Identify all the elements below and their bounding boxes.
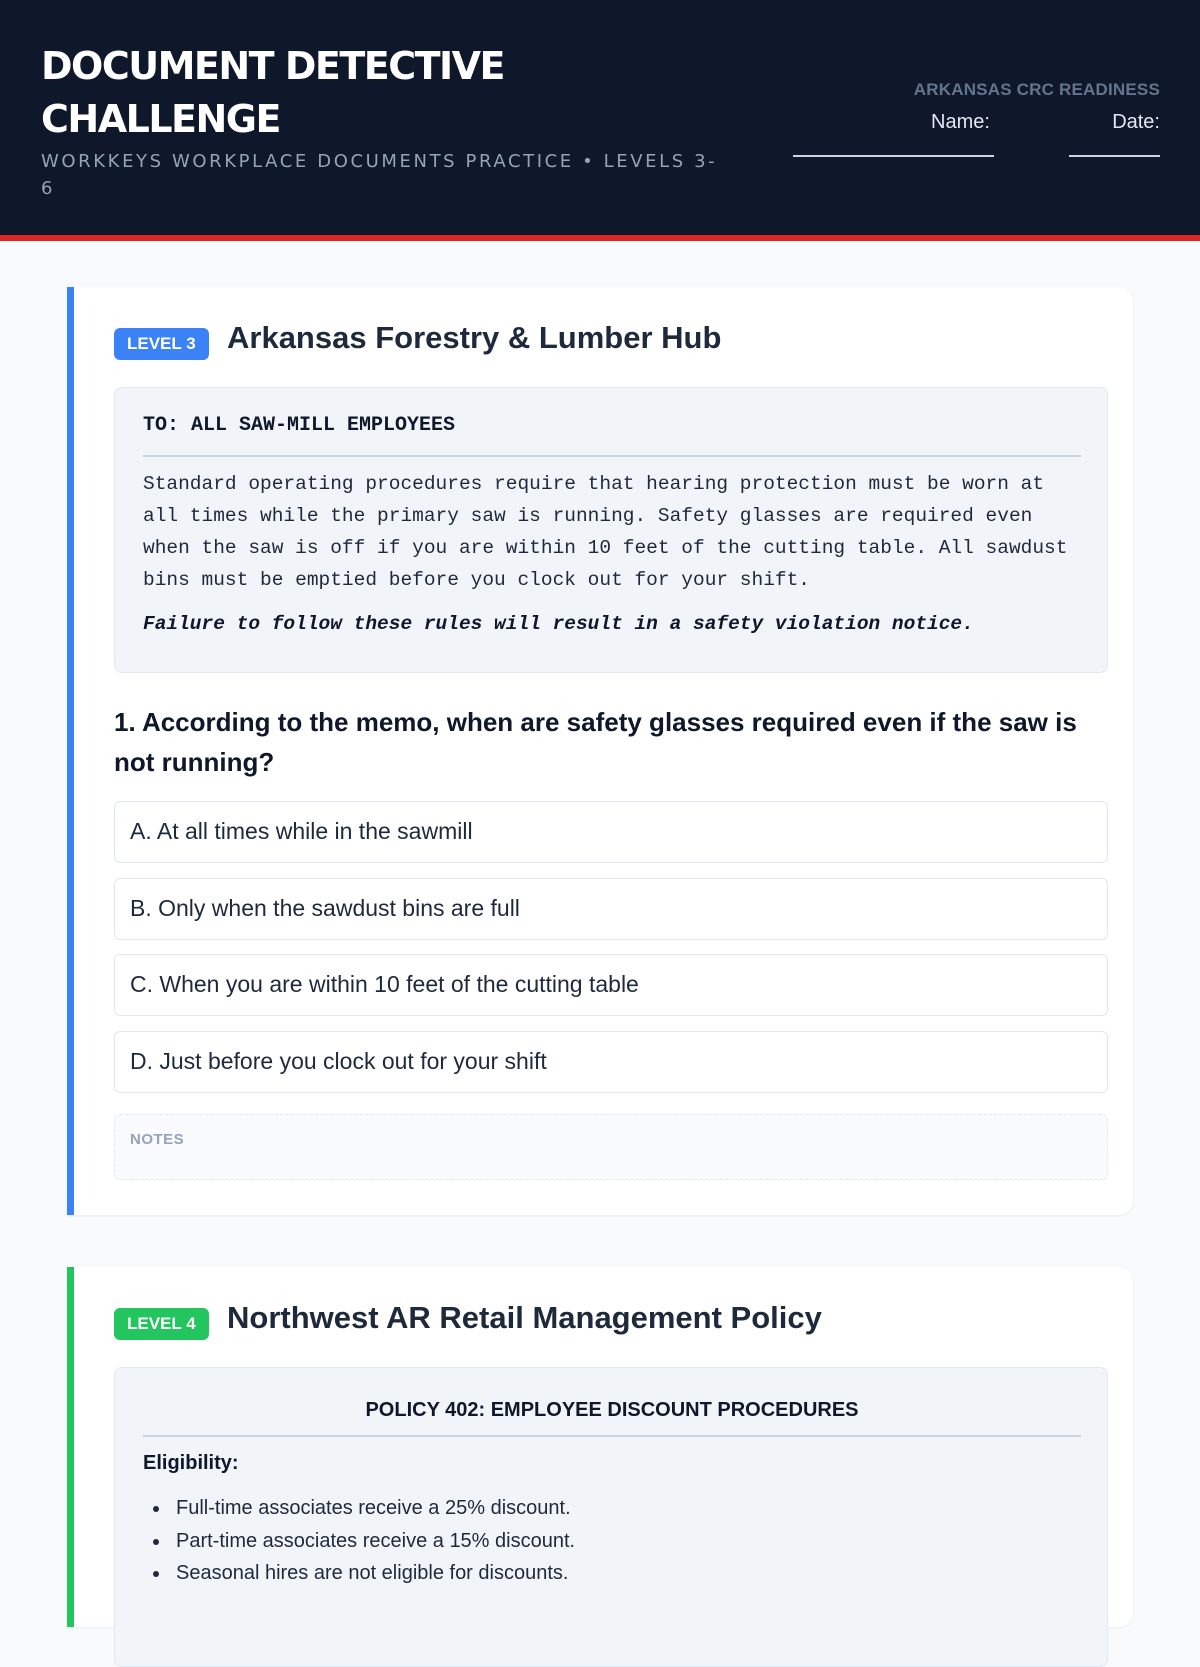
list-item [143, 1492, 1081, 1525]
list-item [143, 1557, 1081, 1590]
page-title: DOCUMENT DETECTIVE CHALLENGE [41, 44, 505, 141]
notes-box[interactable] [114, 1114, 1108, 1180]
answer-option-d[interactable]: D. Just before you clock out for your shift [114, 1031, 1108, 1093]
memo-body: Standard operating procedures require that hearing protection must be worn at all times while the primary saw is running. Safety glasses are required even when the saw is off if you are within 10 feet of the cutting table. All sawdust bins must be emptied before you clock out for your shift. [143, 473, 1068, 591]
policy-subheading: Eligibility: [143, 1452, 239, 1474]
name-blank-line[interactable] [793, 155, 994, 157]
notes-label: NOTES [130, 1131, 185, 1148]
policy-document [114, 1367, 1108, 1667]
level-3-card [67, 287, 1133, 1215]
program-label: ARKANSAS CRC READINESS [913, 80, 1160, 99]
memo-divider [143, 455, 1081, 457]
bullet-icon [153, 1506, 159, 1512]
answer-option-a[interactable]: A. At all times while in the sawmill [114, 801, 1108, 863]
level-4-card [67, 1267, 1133, 1627]
memo-recipient: TO: ALL SAW-MILL EMPLOYEES [143, 414, 456, 437]
card-title: Northwest AR Retail Management Policy [227, 1300, 822, 1335]
bullet-icon [153, 1571, 159, 1577]
list-item-text: Seasonal hires are not eligible for discounts. [176, 1562, 569, 1584]
list-item-text: Part-time associates receive a 15% discount. [176, 1529, 576, 1552]
date-blank-line[interactable] [1069, 155, 1160, 157]
list-item [143, 1525, 1081, 1558]
question-text: 1. According to the memo, when are safety glasses required even if the saw is not running? [114, 707, 1077, 777]
page-header [0, 0, 1200, 241]
memo-warning: Failure to follow these rules will result in a safety violation notice. [143, 613, 974, 635]
list-item-text: Full-time associates receive a 25% discount. [176, 1497, 571, 1519]
date-label: Date: [1112, 111, 1160, 133]
policy-title: POLICY 402: EMPLOYEE DISCOUNT PROCEDURES [365, 1399, 859, 1421]
level-badge: LEVEL 4 [114, 1308, 209, 1340]
bullet-icon [153, 1539, 159, 1545]
card-title: Arkansas Forestry & Lumber Hub [227, 320, 722, 355]
memo-document [114, 387, 1108, 673]
answer-option-c[interactable]: C. When you are within 10 feet of the cutting table [114, 954, 1108, 1016]
policy-list [143, 1492, 1081, 1590]
answer-option-b[interactable]: B. Only when the sawdust bins are full [114, 878, 1108, 940]
page-subtitle: WORKKEYS WORKPLACE DOCUMENTS PRACTICE • LEVELS 3-6 [41, 151, 718, 199]
level-badge: LEVEL 3 [114, 328, 209, 360]
name-label: Name: [931, 111, 990, 133]
policy-divider [143, 1435, 1081, 1437]
